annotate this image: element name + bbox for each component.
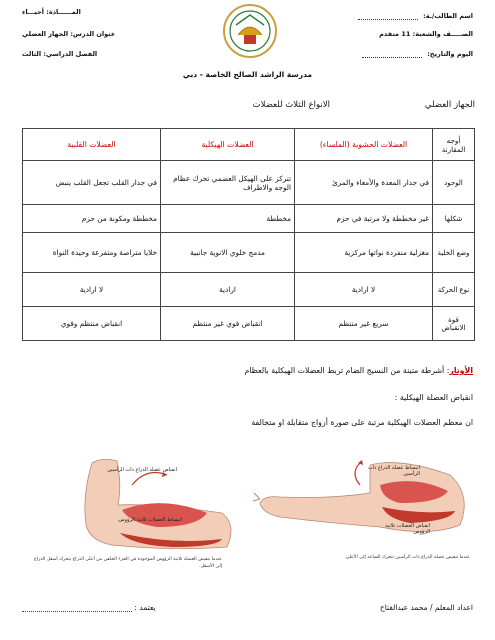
term-row bbox=[22, 50, 97, 58]
figure-caption: عندما تنقبض العضلة ثلاثية الرؤوس الموجودة في الجزء الخلفي من أعلى الذراع يتحرك أسفل الذراع إلى الأسفل. bbox=[33, 557, 222, 569]
date-label: اليوم والتاريخ: bbox=[427, 50, 473, 58]
student-name-row bbox=[358, 12, 473, 20]
school-name: مدرسة الراشد الصالح الخاصة - دبي bbox=[182, 70, 313, 79]
page-title: الانواع الثلاث للعضلات bbox=[252, 100, 330, 110]
table-row bbox=[23, 161, 475, 205]
term-value: الثالث bbox=[22, 50, 42, 58]
contraction-text: ان معظم العضلات الهيكلية مرتبة على صورة أزواج متقابلة او متخالفة bbox=[251, 418, 473, 427]
table-row bbox=[23, 307, 475, 341]
lesson-row bbox=[22, 30, 115, 38]
muscle-comparison-table bbox=[22, 128, 475, 341]
table-cell: لا ارادية bbox=[295, 273, 433, 307]
table-cell: خلايا متراصة ومتفرعة وحيدة النواة bbox=[23, 233, 161, 273]
table-row bbox=[23, 273, 475, 307]
table-header-cell: العضلات القلبية bbox=[23, 129, 161, 161]
grade-row bbox=[379, 30, 473, 38]
table-row-label: شكلها bbox=[433, 205, 475, 233]
lesson-value: الجهاز العضلي bbox=[22, 30, 69, 38]
arm-extended-figure bbox=[250, 455, 480, 585]
table-row bbox=[23, 233, 475, 273]
table-cell: ارادية bbox=[161, 273, 295, 307]
subject-label: المــــــادة: bbox=[46, 8, 81, 16]
table-row bbox=[23, 205, 475, 233]
table-header-row bbox=[23, 129, 475, 161]
approval-label: يعتمد : bbox=[134, 603, 156, 612]
table-cell: مخططة bbox=[161, 205, 295, 233]
approval bbox=[22, 603, 156, 612]
table-cell: مغزلية منفردة نواتها مركزية bbox=[295, 233, 433, 273]
table-cell: انقباض قوي غير منتظم bbox=[161, 307, 295, 341]
student-name-field[interactable] bbox=[358, 19, 418, 20]
table-row-label: قوة الانقباض bbox=[433, 307, 475, 341]
tendons-text: : أشرطة متينة من النسيج الضام تربط العضلات الهيكلية بالعظام bbox=[244, 366, 450, 375]
approval-field[interactable] bbox=[22, 611, 132, 612]
table-row-label: نوع الحركة bbox=[433, 273, 475, 307]
tendons-definition bbox=[244, 366, 473, 375]
figure-label: انقباض عضلة الذراع ذات الرأسين bbox=[107, 467, 177, 473]
table-row-label: وضع الخلية bbox=[433, 233, 475, 273]
table-cell: في جدار المعدة والأمعاء والمرئ bbox=[295, 161, 433, 205]
grade-value: 11 متقدم bbox=[379, 30, 411, 38]
title-row bbox=[20, 100, 475, 114]
arm-flexed-figure bbox=[22, 455, 242, 585]
prepared-by: اعداد المعلم / محمد عبدالفتاح bbox=[379, 603, 473, 612]
table-row-label: الوجود bbox=[433, 161, 475, 205]
table-cell: غير مخططة ولا مرتبة في حزم bbox=[295, 205, 433, 233]
footer bbox=[22, 603, 473, 617]
table-header-cell: العضلات الحشوية (الملساء) bbox=[295, 129, 433, 161]
table-header-cell: العضلات الهيكلية bbox=[161, 129, 295, 161]
student-name-label: اسم الطالب/ـة: bbox=[423, 12, 473, 20]
date-row bbox=[362, 50, 473, 58]
table-header-cell: أوجه المقارنة bbox=[433, 129, 475, 161]
tendons-term: الأوتار bbox=[449, 366, 473, 375]
table-cell: لا ارادية bbox=[23, 273, 161, 307]
table-cell: سريع غير منتظم bbox=[295, 307, 433, 341]
term-label: الفصل الدراسي: bbox=[43, 50, 98, 58]
figure-label: انبساط العضلات ثلاثية الرؤوس bbox=[118, 517, 182, 523]
figure-label: انبساط عضلة الذراع ذات الرأسين bbox=[368, 465, 420, 477]
lesson-label: عنوان الدرس: bbox=[70, 30, 116, 38]
table-cell: تتركز على الهيكل العضمي تحرك عظام الوجه والاطراف bbox=[161, 161, 295, 205]
topic-title: الجهاز العضلي bbox=[424, 100, 475, 110]
figure-caption: عندما تنقبض عضلة الذراع ذات الرأسين تتحرك الساعد إلى الأعلى. bbox=[344, 555, 470, 560]
subject-row bbox=[22, 8, 81, 16]
date-field[interactable] bbox=[362, 57, 422, 58]
grade-label: الصـــــف والشعبة: bbox=[412, 30, 473, 38]
figure-label: انقباض العضلات ثلاثية الرؤوس bbox=[385, 523, 430, 535]
table-cell: انقباض منتظم وقوي bbox=[23, 307, 161, 341]
subject-value: أحيـــاء bbox=[22, 8, 44, 16]
school-logo bbox=[222, 3, 278, 59]
contraction-heading: انقباض العضلة الهيكلية : bbox=[394, 393, 473, 402]
table-cell: في جدار القلب تجعل القلب ينبض bbox=[23, 161, 161, 205]
table-cell: مخططة ومكونة من حزم bbox=[23, 205, 161, 233]
table-cell: مدمج خلوي الانوية جانبية bbox=[161, 233, 295, 273]
